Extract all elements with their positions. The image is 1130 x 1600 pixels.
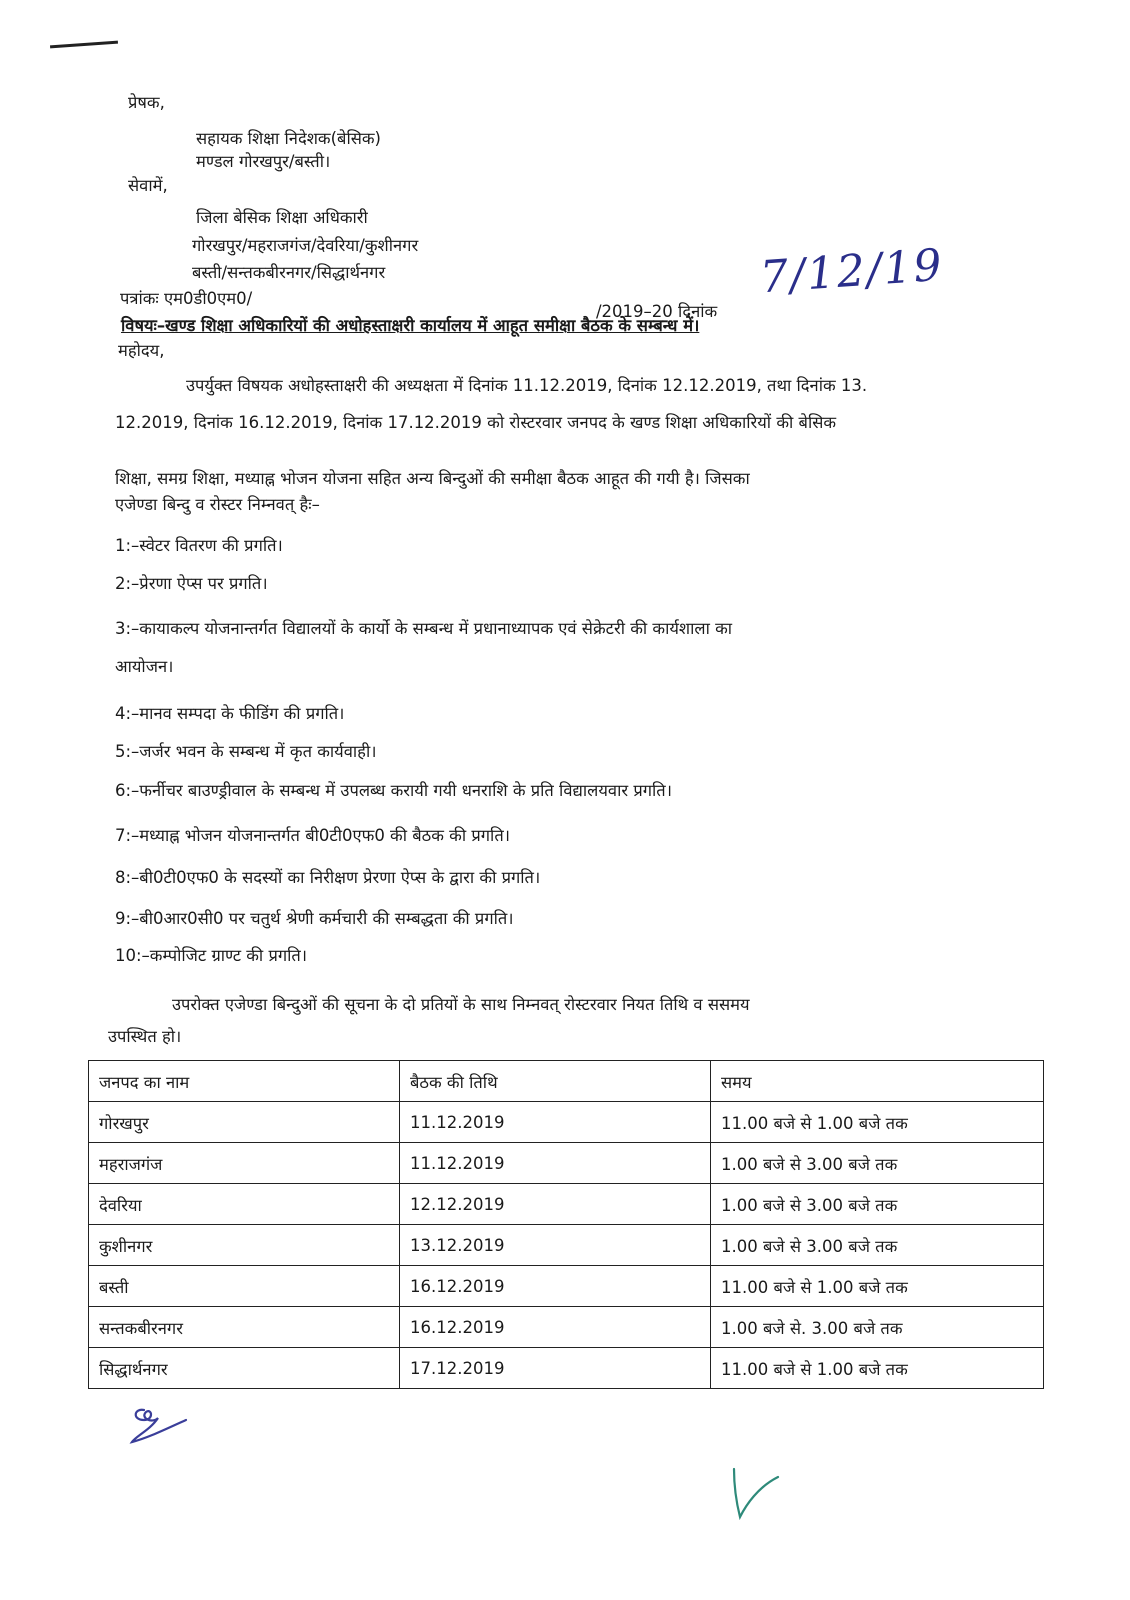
- cell-date: 11.12.2019: [400, 1102, 711, 1143]
- cell-time: 11.00 बजे से 1.00 बजे तक: [711, 1102, 1044, 1143]
- cell-date: 11.12.2019: [400, 1143, 711, 1184]
- roster-table: [88, 1060, 1044, 1389]
- table-row: [89, 1307, 1044, 1348]
- agenda-item-cont: आयोजन।: [115, 657, 174, 676]
- reference-number: पत्रांकः एम0डी0एम0/: [120, 289, 253, 308]
- para2-line: उपस्थित हो।: [108, 1027, 182, 1046]
- cell-district: गोरखपुर: [89, 1102, 400, 1143]
- cell-district: महराजगंज: [89, 1143, 400, 1184]
- sender-office: मण्डल गोरखपुर/बस्ती।: [196, 152, 331, 171]
- agenda-item: 5:–जर्जर भवन के सम्बन्ध में कृत कार्यवाही।: [115, 742, 377, 761]
- agenda-item: 4:–मानव सम्पदा के फीडिंग की प्रगति।: [115, 704, 345, 723]
- table-header-row: [89, 1061, 1044, 1102]
- para1-line: शिक्षा, समग्र शिक्षा, मध्याह्न भोजन योजना सहित अन्य बिन्दुओं की समीक्षा बैठक आहूत की गयी है। जिसका: [115, 469, 750, 488]
- subject-line: विषयः–खण्ड शिक्षा अधिकारियों की अधोहस्ताक्षरी कार्यालय में आहूत समीक्षा बैठक के सम्बन्ध में।: [121, 316, 700, 335]
- scan-mark: [50, 41, 118, 49]
- cell-time: 1.00 बजे से 3.00 बजे तक: [711, 1184, 1044, 1225]
- agenda-item: 3:–कायाकल्प योजनान्तर्गत विद्यालयों के कार्यो के सम्बन्ध में प्रधानाध्यापक एवं सेक्रेटरी की कार्यशाला का: [115, 619, 733, 638]
- table-row: [89, 1102, 1044, 1143]
- cell-time: 11.00 बजे से 1.00 बजे तक: [711, 1348, 1044, 1389]
- cell-district: कुशीनगर: [89, 1225, 400, 1266]
- cell-date: 16.12.2019: [400, 1307, 711, 1348]
- agenda-item: 10:–कम्पोजिट ग्राण्ट की प्रगति।: [115, 946, 308, 965]
- recipient-districts-2: बस्ती/सन्तकबीरनगर/सिद्धार्थनगर: [192, 263, 386, 282]
- cell-district: बस्ती: [89, 1266, 400, 1307]
- cell-time: 1.00 बजे से 3.00 बजे तक: [711, 1143, 1044, 1184]
- agenda-item: 2:–प्रेरणा ऐप्स पर प्रगति।: [115, 574, 268, 593]
- cell-date: 12.12.2019: [400, 1184, 711, 1225]
- para1-line: उपर्युक्त विषयक अधोहस्ताक्षरी की अध्यक्षता में दिनांक 11.12.2019, दिनांक 12.12.2019, तथा दिनांक 13.: [186, 376, 868, 395]
- cell-date: 17.12.2019: [400, 1348, 711, 1389]
- cell-date: 16.12.2019: [400, 1266, 711, 1307]
- cell-district: सिद्धार्थनगर: [89, 1348, 400, 1389]
- table-row: [89, 1348, 1044, 1389]
- salutation: महोदय,: [118, 341, 165, 360]
- para1-line: 12.2019, दिनांक 16.12.2019, दिनांक 17.12.2019 को रोस्टरवार जनपद के खण्ड शिक्षा अधिकारियों की बेसिक: [115, 413, 837, 432]
- cell-district: देवरिया: [89, 1184, 400, 1225]
- cell-time: 11.00 बजे से 1.00 बजे तक: [711, 1266, 1044, 1307]
- tick-signature: [728, 1465, 798, 1525]
- recipient-label: सेवामें,: [128, 176, 168, 195]
- header-date: बैठक की तिथि: [400, 1061, 711, 1102]
- agenda-item: 9:–बी0आर0सी0 पर चतुर्थ श्रेणी कर्मचारी की सम्बद्धता की प्रगति।: [115, 909, 514, 928]
- cell-district: सन्तकबीरनगर: [89, 1307, 400, 1348]
- cell-time: 1.00 बजे से. 3.00 बजे तक: [711, 1307, 1044, 1348]
- para1-line: एजेण्डा बिन्दु व रोस्टर निम्नवत् हैः–: [115, 495, 320, 514]
- para2-line: उपरोक्त एजेण्डा बिन्दुओं की सूचना के दो प्रतियों के साथ निम्नवत् रोस्टरवार नियत तिथि व ससमय: [172, 995, 750, 1014]
- agenda-item: 8:–बी0टी0एफ0 के सदस्यों का निरीक्षण प्रेरणा ऐप्स के द्वारा की प्रगति।: [115, 868, 541, 887]
- table-row: [89, 1266, 1044, 1307]
- sender-label: प्रेषक,: [128, 93, 165, 112]
- agenda-item: 7:–मध्याह्न भोजन योजनान्तर्गत बी0टी0एफ0 की बैठक की प्रगति।: [115, 826, 510, 845]
- handwritten-date: 7/12/19: [758, 239, 946, 304]
- table-row: [89, 1184, 1044, 1225]
- sender-title: सहायक शिक्षा निदेशक(बेसिक): [196, 129, 381, 148]
- agenda-item: 6:–फर्नीचर बाउण्ड्रीवाल के सम्बन्ध में उपलब्ध करायी गयी धनराशि के प्रति विद्यालयवार प्रगति।: [115, 781, 672, 800]
- table-row: [89, 1225, 1044, 1266]
- agenda-item: 1:–स्वेटर वितरण की प्रगति।: [115, 536, 283, 555]
- cell-time: 1.00 बजे से 3.00 बजे तक: [711, 1225, 1044, 1266]
- reference-year-date: /2019–20 दिनांक: [596, 302, 718, 321]
- header-district: जनपद का नाम: [89, 1061, 400, 1102]
- initials-signature: [124, 1402, 194, 1447]
- recipient-districts-1: गोरखपुर/महराजगंज/देवरिया/कुशीनगर: [192, 236, 419, 255]
- header-time: समय: [711, 1061, 1044, 1102]
- table-row: [89, 1143, 1044, 1184]
- cell-date: 13.12.2019: [400, 1225, 711, 1266]
- recipient-title: जिला बेसिक शिक्षा अधिकारी: [196, 208, 368, 227]
